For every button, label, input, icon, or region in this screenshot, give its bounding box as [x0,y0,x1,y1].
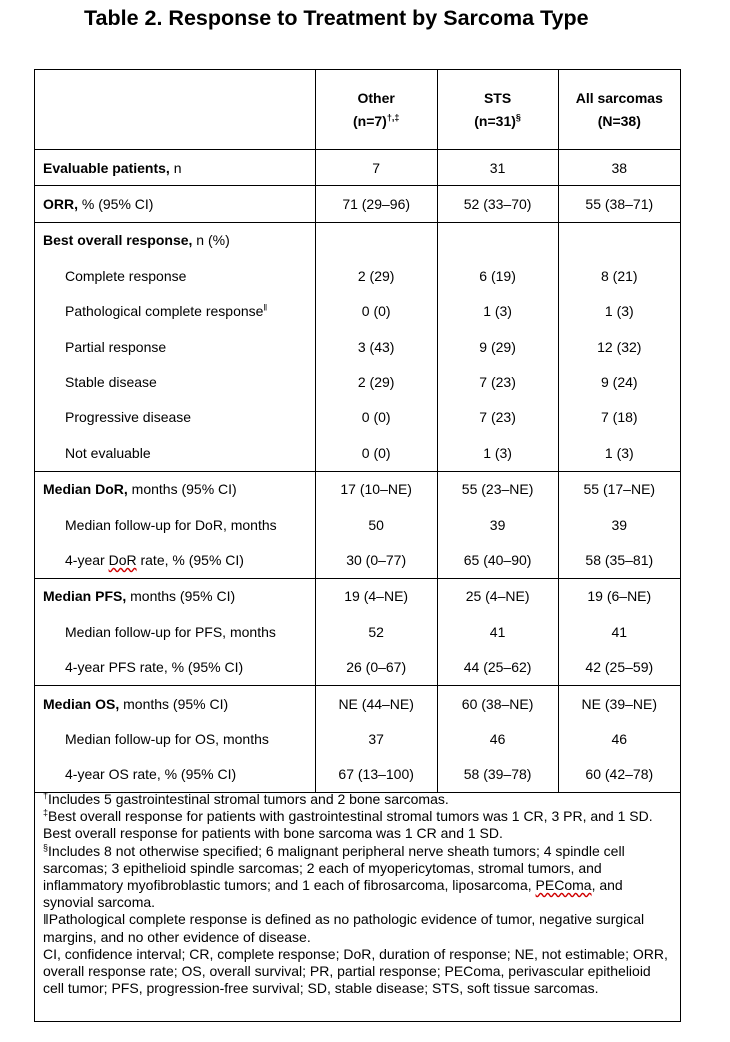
table-row [35,364,681,399]
cell-other: 2 (29) [315,364,437,399]
row-label: ORR, % (95% CI) [35,186,316,222]
table-row [35,258,681,293]
table-row [35,186,681,222]
cell-other: 0 (0) [315,400,437,435]
cell-sts: 25 (4–NE) [437,578,558,614]
cell-sts: 39 [437,507,558,542]
cell-other: 52 [315,614,437,649]
row-label: Median PFS, months (95% CI) [35,578,316,614]
cell-other: 50 [315,507,437,542]
cell-all: 1 (3) [558,435,680,471]
cell-all: 60 (42–78) [558,757,680,793]
row-label: Median follow-up for OS, months [35,721,316,756]
cell-other: 3 (43) [315,329,437,364]
cell-sts: 7 (23) [437,400,558,435]
cell-other: 67 (13–100) [315,757,437,793]
cell-other: 0 (0) [315,294,437,329]
cell-other: 37 [315,721,437,756]
cell-other: 30 (0–77) [315,542,437,578]
cell-other: 71 (29–96) [315,186,437,222]
table-row [35,685,681,721]
cell-sts: 55 (23–NE) [437,471,558,507]
cell-all: 1 (3) [558,294,680,329]
header-all: All sarcomas [558,70,680,110]
row-label: Not evaluable [35,435,316,471]
cell-sts: 7 (23) [437,364,558,399]
table-row [35,614,681,649]
response-table [34,69,681,793]
cell-sts: 58 (39–78) [437,757,558,793]
cell-all: 58 (35–81) [558,542,680,578]
cell-sts: 46 [437,721,558,756]
table-row [35,471,681,507]
cell-all: 42 (25–59) [558,649,680,685]
header-empty-cell [35,70,316,110]
cell-other [315,222,437,258]
cell-other: NE (44–NE) [315,685,437,721]
row-label: Evaluable patients, n [35,150,316,186]
footnote-double-dagger: ‡Best overall response for patients with gastrointestinal stromal tumors was 1 CR, 3 PR, and 1 SD. Best overall response for patients with bone sarcoma was 1 CR and 1 SD. [43,807,653,842]
header-empty-cell [35,109,316,150]
cell-sts: 60 (38–NE) [437,685,558,721]
cell-all: 12 (32) [558,329,680,364]
cell-all: 39 [558,507,680,542]
table-row [35,222,681,258]
cell-sts: 1 (3) [437,294,558,329]
cell-other: 26 (0–67) [315,649,437,685]
cell-other: 0 (0) [315,435,437,471]
cell-sts: 52 (33–70) [437,186,558,222]
row-label: Complete response [35,258,316,293]
row-label: Partial response [35,329,316,364]
table-row [35,578,681,614]
header-sts-n: (n=31)§ [437,109,558,150]
cell-other: 2 (29) [315,258,437,293]
cell-all: 19 (6–NE) [558,578,680,614]
cell-sts: 41 [437,614,558,649]
table-row [35,150,681,186]
cell-all: 8 (21) [558,258,680,293]
table-row [35,507,681,542]
cell-all: 9 (24) [558,364,680,399]
cell-sts: 1 (3) [437,435,558,471]
footnote-abbreviations: CI, confidence interval; CR, complete response; DoR, duration of response; NE, not estimable; ORR, overall response rate; OS, overall survival; PR, partial response; PEComa, perivascular epithelioid cell tumor; PFS, progression-free survival; SD, stable disease; STS, soft tissue sarcomas. [43,945,668,997]
cell-other: 19 (4–NE) [315,578,437,614]
footnote-parallel: ‖Pathological complete response is defined as no pathologic evidence of tumor, negative surgical margins, and no other evidence of disease. [43,911,645,945]
cell-all: 55 (17–NE) [558,471,680,507]
row-label: 4-year DoR rate, % (95% CI) [35,542,316,578]
header-row [35,70,681,110]
row-label: Median DoR, months (95% CI) [35,471,316,507]
table-row [35,649,681,685]
table-row [35,329,681,364]
header-sts: STS [437,70,558,110]
table-row [35,542,681,578]
header-other: Other [315,70,437,110]
table-row [35,435,681,471]
row-label: Median follow-up for DoR, months [35,507,316,542]
cell-all: 38 [558,150,680,186]
cell-other: 17 (10–NE) [315,471,437,507]
footnote-section: §Includes 8 not otherwise specified; 6 malignant peripheral nerve sheath tumors; 4 spindle cell sarcomas; 3 epithelioid spindle sarcomas; 2 each of myopericytomas, stromal tumors, and inflammatory myofibroblastic tumors; and 1 each of fibrosarcoma, liposarcoma, PEComa, and synovial sarcoma. [43,841,625,911]
row-label: Best overall response, n (%) [35,222,316,258]
cell-sts: 31 [437,150,558,186]
cell-all: 55 (38–71) [558,186,680,222]
cell-sts: 9 (29) [437,329,558,364]
header-all-n: (N=38) [558,109,680,150]
row-label: 4-year PFS rate, % (95% CI) [35,649,316,685]
table-row [35,400,681,435]
cell-all: 7 (18) [558,400,680,435]
header-other-n: (n=7)†,‡ [315,109,437,150]
cell-sts: 44 (25–62) [437,649,558,685]
table-row [35,721,681,756]
footnotes [34,779,681,1022]
cell-all [558,222,680,258]
header-n-row [35,109,681,150]
row-label: 4-year OS rate, % (95% CI) [35,757,316,793]
row-label: Stable disease [35,364,316,399]
row-label: Pathological complete response‖ [35,294,316,329]
row-label: Progressive disease [35,400,316,435]
row-label: Median follow-up for PFS, months [35,614,316,649]
cell-all: 46 [558,721,680,756]
table-row [35,294,681,329]
cell-sts: 6 (19) [437,258,558,293]
cell-other: 7 [315,150,437,186]
cell-sts: 65 (40–90) [437,542,558,578]
row-label: Median OS, months (95% CI) [35,685,316,721]
table-title: Table 2. Response to Treatment by Sarcoma Type [84,6,589,30]
footnote-dagger: †Includes 5 gastrointestinal stromal tumors and 2 bone sarcomas. [43,790,449,807]
cell-all: NE (39–NE) [558,685,680,721]
cell-sts [437,222,558,258]
cell-all: 41 [558,614,680,649]
